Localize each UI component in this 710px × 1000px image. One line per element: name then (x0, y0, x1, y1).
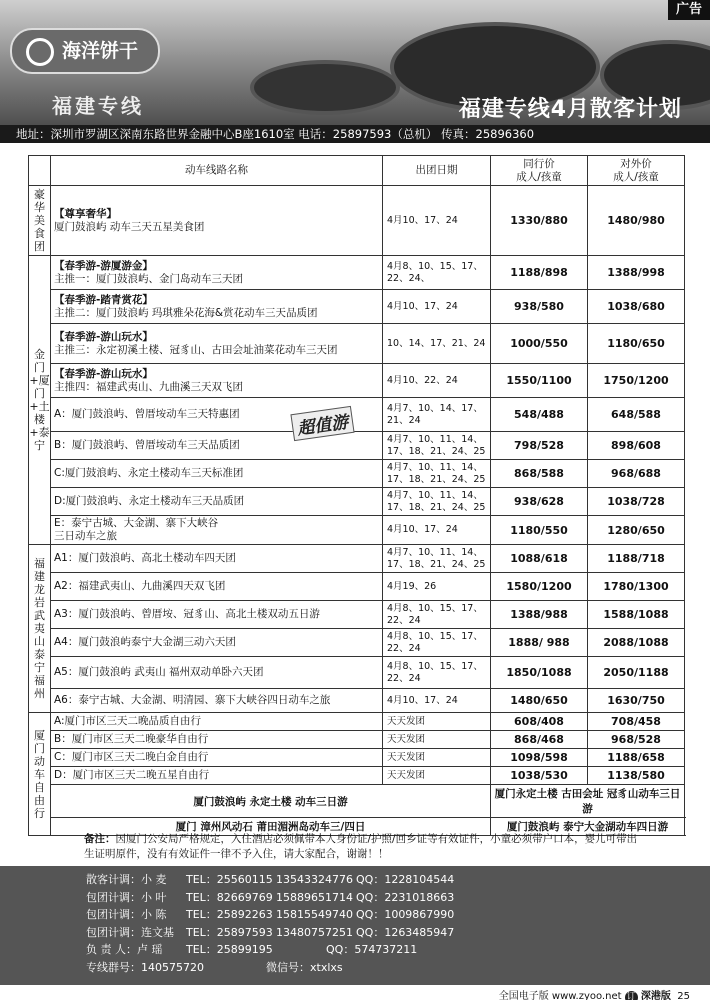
retail-cell: 1780/1300 (588, 573, 685, 601)
contact-field: 15815549740 (276, 908, 353, 921)
route-name-cell (51, 516, 383, 545)
retail-cell: 898/608 (588, 432, 685, 460)
tulou-image (250, 60, 400, 115)
route-name: A6：泰宁古城、大金湖、明清园、寨下大峡谷四日动车之旅 (54, 694, 331, 706)
peer-cell: 1330/880 (491, 186, 588, 256)
retail-cell: 2088/1088 (588, 629, 685, 657)
retail-cell: 968/528 (588, 731, 685, 749)
route-name-cell (51, 713, 383, 731)
contact-field: TEL：82669769 (186, 890, 273, 904)
date-cell: 4月19、26 (383, 573, 491, 601)
contact-field: QQ：1009867990 (356, 908, 455, 921)
table-header (29, 156, 685, 186)
contact-field: 15889651714 (276, 890, 353, 904)
route-name: 主推一：厦门鼓浪屿、金门岛动车三天团 (54, 272, 243, 285)
route-name: D:厦门鼓浪屿、永定土楼动车三天品质团 (54, 495, 245, 507)
contact-field: TEL：25560115 (186, 873, 273, 886)
route-name-cell (51, 629, 383, 657)
col-retail-label: 对外价 成人/孩童 (613, 157, 659, 183)
footer (499, 987, 690, 1000)
route-name: B：厦门鼓浪屿、曾厝垵动车三天品质团 (54, 439, 240, 451)
peer-cell: 1388/988 (491, 601, 588, 629)
col-retail-price (588, 156, 685, 186)
contact-field: 包团计调：小 陈 (86, 908, 167, 921)
peer-cell: 1000/550 (491, 324, 588, 364)
col-name-label: 动车线路名称 (185, 164, 248, 176)
date-cell: 4月10、17、24 (383, 290, 491, 324)
table-row (29, 713, 685, 731)
note-text: 因厦门公安局严格规定，入住酒店必须佩带本人身份证/护照/回乡证等有效证件，小童必须带户口本，婴儿可带出生证明原件，没有有效证件一律不予入住，请大家配合，谢谢！！ (84, 833, 638, 860)
contact-field: TEL：25892263 (186, 908, 273, 921)
date-cell: 天天发团 (383, 767, 491, 785)
corner-cell (29, 156, 51, 186)
route-name-cell (51, 767, 383, 785)
retail-cell: 1480/980 (588, 186, 685, 256)
retail-cell: 2050/1188 (588, 657, 685, 689)
route-name-cell (51, 545, 383, 573)
ad-label-right: 广告 (668, 0, 710, 20)
contact-field: TEL：25899195 (186, 943, 273, 956)
table-row (29, 573, 685, 601)
date-cell: 天天发团 (383, 713, 491, 731)
table-row (29, 324, 685, 364)
route-name: A5：厦门鼓浪屿 武夷山 福州双动单卧六天团 (54, 666, 264, 678)
peer-cell: 868/588 (491, 460, 588, 488)
col-name (51, 156, 383, 186)
peer-cell: 548/488 (491, 398, 588, 432)
table-row (29, 398, 685, 432)
date-cell: 10、14、17、21、24 (383, 324, 491, 364)
contact-field: 包团计调：连文基 (86, 925, 174, 939)
footprint-icon (26, 38, 54, 66)
retail-cell: 648/588 (588, 398, 685, 432)
page-number: 25 (677, 991, 690, 1000)
retail-cell: 1038/728 (588, 488, 685, 516)
peer-cell: 608/408 (491, 713, 588, 731)
retail-cell: 708/458 (588, 713, 685, 731)
date-cell: 4月7、10、11、14、 17、18、21、24、25 (383, 432, 491, 460)
route-combo-cell: 厦门永定土楼 古田会址 冠豸山动车三日游 (491, 785, 685, 818)
route-tag: 【春季游-游厦游金】 (54, 259, 153, 272)
table-row (29, 256, 685, 290)
header-banner (0, 0, 710, 143)
peer-cell: 938/580 (491, 290, 588, 324)
route-tag: 【尊享奢华】 (54, 207, 117, 220)
note-label: 备注： (84, 833, 116, 845)
contact-field: 散客计调：小 麦 (86, 873, 167, 886)
retail-cell: 1630/750 (588, 689, 685, 713)
table-row (29, 657, 685, 689)
peer-cell: 1088/618 (491, 545, 588, 573)
date-cell: 4月7、10、11、14、 17、18、21、24、25 (383, 545, 491, 573)
contact-field: TEL：25897593 (186, 925, 273, 939)
contact-field: QQ：1228104544 (356, 873, 455, 886)
route-name-cell (51, 657, 383, 689)
footer-badge: 订 (625, 991, 638, 1000)
table-row (29, 629, 685, 657)
category-cell: 金门+厦门+土楼+泰宁 (29, 256, 51, 545)
route-name: A3：厦门鼓浪屿、曾厝垵、冠豸山、高北土楼双动五日游 (54, 608, 320, 620)
table-row (29, 460, 685, 488)
retail-cell: 1038/680 (588, 290, 685, 324)
value-stamp: 超值游 (290, 406, 354, 441)
route-name: 主推三：永定初溪土楼、冠豸山、古田会址油菜花动车三天团 (54, 343, 338, 356)
note (84, 832, 644, 862)
route-name: D：厦门市区三天二晚五星自由行 (54, 769, 210, 781)
date-cell: 4月8、10、15、17、 22、24 (383, 629, 491, 657)
table-row (29, 731, 685, 749)
route-combo-cell: 厦门鼓浪屿 永定土楼 动车三日游 (51, 785, 491, 818)
route-name-cell (51, 731, 383, 749)
date-cell: 天天发团 (383, 749, 491, 767)
table-row (29, 785, 685, 818)
route-name-cell (51, 460, 383, 488)
category-cell: 豪华美食团 (29, 186, 51, 256)
peer-cell: 1188/898 (491, 256, 588, 290)
peer-cell: 1580/1200 (491, 573, 588, 601)
contact-field: 包团计调：小 叶 (86, 890, 167, 904)
table-row (29, 749, 685, 767)
table-row (29, 767, 685, 785)
peer-cell: 1480/650 (491, 689, 588, 713)
route-name: A：厦门鼓浪屿、曾厝垵动车三天特惠团 (54, 408, 240, 420)
peer-cell: 1038/530 (491, 767, 588, 785)
date-cell: 天天发团 (383, 731, 491, 749)
route-tag: 【春季游-游山玩水】 (54, 367, 153, 380)
contact-field: 13480757251 (276, 925, 353, 939)
peer-cell: 1098/598 (491, 749, 588, 767)
route-name: C:厦门鼓浪屿、永定土楼动车三天标准团 (54, 467, 244, 479)
route-name-cell (51, 364, 383, 398)
table-row (29, 689, 685, 713)
table-row (29, 601, 685, 629)
footer-site: 全国电子版 www.zyoo.net (498, 991, 622, 1000)
col-peer-price (491, 156, 588, 186)
retail-cell: 1280/650 (588, 516, 685, 545)
route-name-cell (51, 689, 383, 713)
peer-cell: 868/468 (491, 731, 588, 749)
table-row (29, 290, 685, 324)
contact-field: 专线群号：140575720 (86, 960, 204, 974)
peer-cell: 1180/550 (491, 516, 588, 545)
table-row (29, 364, 685, 398)
date-cell: 4月8、10、15、17、 22、24 (383, 601, 491, 629)
date-cell: 4月10、22、24 (383, 364, 491, 398)
date-cell: 4月10、17、24 (383, 689, 491, 713)
route-name-cell (51, 601, 383, 629)
contact-panel (0, 866, 710, 985)
category-cell: 福建龙岩武夷山泰宁福州 (29, 545, 51, 713)
date-cell: 4月8、10、15、17、 22、24 (383, 657, 491, 689)
contact-field: 负 责 人：卢 瑶 (86, 943, 163, 956)
date-cell: 4月7、10、11、14、 17、18、21、24、25 (383, 460, 491, 488)
table-row (29, 432, 685, 460)
address-bar: 地址：深圳市罗湖区深南东路世界金融中心B座1610室 电话：25897593（总机） 传真：25896360 (0, 125, 710, 143)
contact-field: 13543324776 (276, 873, 353, 886)
route-combo-cell: 厦门 漳州风动石 莆田湄洲岛动车三/四日 (51, 818, 491, 836)
retail-cell: 1750/1200 (588, 364, 685, 398)
contact-field: QQ：2231018663 (356, 890, 455, 904)
peer-cell: 1550/1100 (491, 364, 588, 398)
route-name: A:厦门市区三天二晚品质自由行 (54, 715, 202, 727)
peer-cell: 798/528 (491, 432, 588, 460)
route-name-cell (51, 324, 383, 364)
table-row (29, 516, 685, 545)
brand-logo (10, 28, 160, 74)
line-title: 福建专线 (52, 94, 144, 118)
retail-cell: 1588/1088 (588, 601, 685, 629)
contact-field: QQ：1263485947 (356, 925, 455, 939)
route-name-cell (51, 290, 383, 324)
route-name-cell (51, 573, 383, 601)
category-cell: 厦门动车自由行 (29, 713, 51, 836)
contact-field: 微信号：xtxlxs (266, 960, 343, 974)
col-date (383, 156, 491, 186)
route-name: A2：福建武夷山、九曲溪四天双飞团 (54, 580, 226, 592)
table-row (29, 186, 685, 256)
col-peer-label: 同行价 成人/孩童 (516, 157, 562, 183)
contact-field: QQ：574737211 (326, 943, 418, 956)
date-cell: 4月7、10、14、17、 21、24 (383, 398, 491, 432)
col-date-label: 出团日期 (415, 164, 458, 176)
retail-cell: 968/688 (588, 460, 685, 488)
route-name-cell (51, 749, 383, 767)
retail-cell: 1180/650 (588, 324, 685, 364)
peer-cell: 1850/1088 (491, 657, 588, 689)
route-table (28, 155, 685, 836)
route-name-cell (51, 256, 383, 290)
route-combo-cell: 厦门鼓浪屿 泰宁大金湖动车四日游 (491, 818, 685, 836)
retail-cell: 1188/658 (588, 749, 685, 767)
date-cell: 4月10、17、24 (383, 516, 491, 545)
table-row (29, 488, 685, 516)
footer-edition: 深港版 (640, 991, 671, 1000)
date-cell: 4月7、10、11、14、 17、18、21、24、25 (383, 488, 491, 516)
route-name: 厦门鼓浪屿 动车三天五星美食团 (54, 220, 205, 233)
date-cell: 4月8、10、15、17、 22、24、 (383, 256, 491, 290)
route-name: B：厦门市区三天二晚豪华自由行 (54, 733, 209, 745)
retail-cell: 1138/580 (588, 767, 685, 785)
date-cell: 4月10、17、24 (383, 186, 491, 256)
peer-cell: 938/628 (491, 488, 588, 516)
route-tag: 【春季游-游山玩水】 (54, 330, 153, 343)
retail-cell: 1388/998 (588, 256, 685, 290)
route-name: E：泰宁古城、大金湖、寨下大峡谷 三日动车之旅 (54, 517, 219, 542)
route-tag: 【春季游-踏青赏花】 (54, 293, 153, 306)
logo-text: 海洋饼干 (62, 40, 139, 62)
peer-cell: 1888/ 988 (491, 629, 588, 657)
table-row (29, 545, 685, 573)
route-name-cell (51, 186, 383, 256)
route-name: A4：厦门鼓浪屿泰宁大金湖三动六天团 (54, 636, 236, 648)
route-name: C：厦门市区三天二晚白金自由行 (54, 751, 209, 763)
retail-cell: 1188/718 (588, 545, 685, 573)
route-name: 主推四：福建武夷山、九曲溪三天双飞团 (54, 380, 243, 393)
route-name: 主推二：厦门鼓浪屿 玛琪雅朵花海&赏花动车三天品质团 (54, 306, 318, 319)
route-name-cell (51, 488, 383, 516)
route-name: A1：厦门鼓浪屿、高北土楼动车四天团 (54, 552, 236, 564)
page-title: 福建专线4月散客计划 (458, 97, 682, 122)
